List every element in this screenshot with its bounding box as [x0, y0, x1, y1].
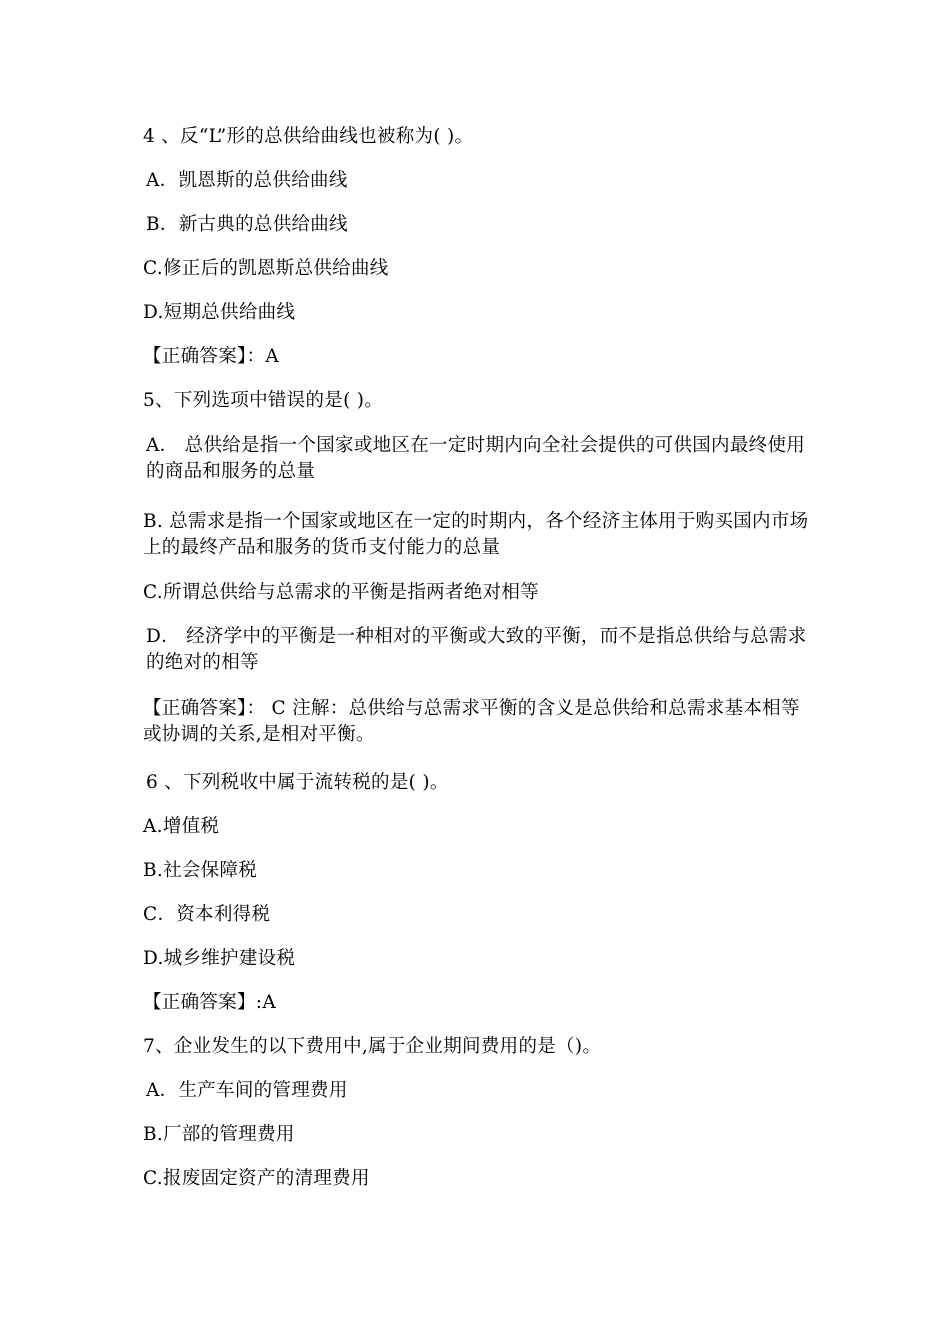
question-5-answer: 【正确答案】： C 注解：总供给与总需求平衡的含义是总供给和总需求基本相等或协调的关系,是相对平衡。 [143, 698, 800, 745]
question-4-option-b: B．新古典的总供给曲线 [146, 214, 348, 235]
question-6-option-b: B.社会保障税 [143, 860, 258, 881]
question-6-option-a: A.增值税 [143, 816, 220, 837]
question-5-option-a: A． 总供给是指一个国家或地区在一定时期内向全社会提供的可供国内最终使用的商品和服务的总量 [146, 435, 806, 482]
question-7-option-c: C.报废固定资产的清理费用 [143, 1168, 370, 1189]
question-5-option-d: D． 经济学中的平衡是一种相对的平衡或大致的平衡，而不是指总供给与总需求的绝对的相等 [146, 626, 807, 673]
question-6-answer: 【正确答案】:A [143, 992, 276, 1013]
question-4-option-d: D.短期总供给曲线 [143, 302, 296, 323]
question-7-stem: 7、企业发生的以下费用中,属于企业期间费用的是（)。 [143, 1036, 602, 1057]
question-6-option-c: C．资本利得税 [143, 904, 271, 925]
question-5-stem: 5、下列选项中错误的是( )。 [143, 390, 384, 411]
question-7-option-a: A．生产车间的管理费用 [146, 1080, 348, 1101]
question-4-option-a: A．凯恩斯的总供给曲线 [146, 170, 348, 191]
question-6-option-d: D.城乡维护建设税 [143, 948, 296, 969]
question-7-option-b: B.厂部的管理费用 [143, 1124, 295, 1145]
question-5-option-c: C.所谓总供给与总需求的平衡是指两者绝对相等 [143, 582, 539, 603]
question-5-option-b: B. 总需求是指一个国家或地区在一定的时期内，各个经济主体用于购买国内市场上的最终产品和服务的货币支付能力的总量 [143, 511, 809, 558]
question-4-answer: 【正确答案】：A [143, 346, 280, 367]
question-4-option-c: C.修正后的凯恩斯总供给曲线 [143, 258, 389, 279]
question-4-stem: 4 、反“L”形的总供给曲线也被称为( )。 [143, 126, 474, 147]
question-6-stem: 6 、下列税收中属于流转税的是( )。 [146, 772, 449, 793]
